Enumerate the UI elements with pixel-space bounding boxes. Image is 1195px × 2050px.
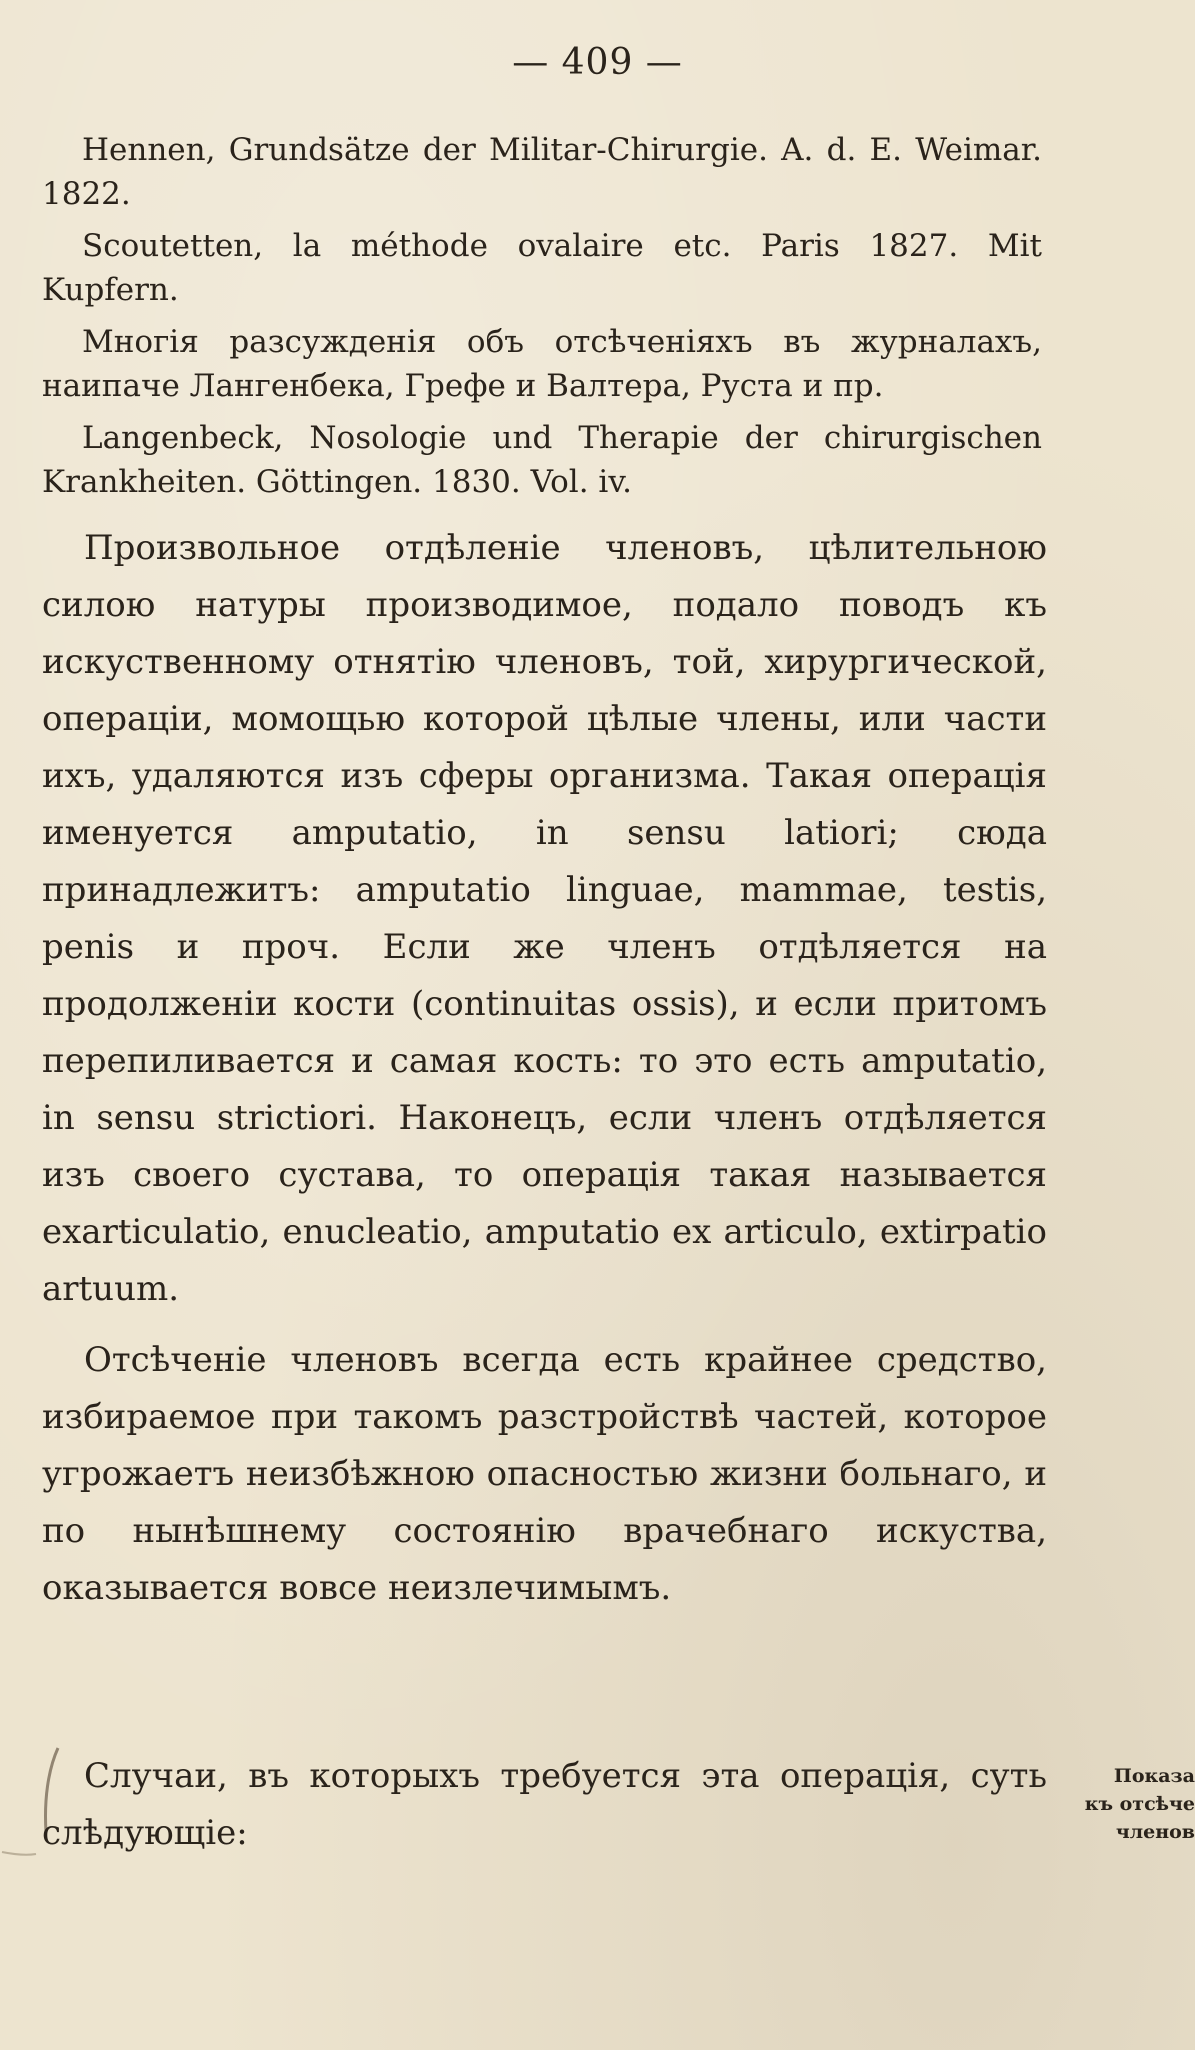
references-section (42, 128, 1042, 512)
reference-item: Hennen, Grundsätze der Militar-Chirurgie. A. d. E. Weimar. 1822. (42, 132, 1042, 212)
marginal-note-line: Показа (1113, 1765, 1195, 1787)
marginal-note-line: членов (1115, 1821, 1195, 1843)
last-paragraph: Случаи, въ которыхъ требуется эта операція, суть слѣдующіе: (42, 1756, 1047, 1853)
body-paragraph: Произвольное отдѣленіе членовъ, цѣлительною силою натуры производимое, подало поводъ къ искуственному отнятію членовъ, той, хирургической, операціи, момощью которой цѣлые члены, или части ихъ, удаляются изъ сферы организма. Такая операція именуется amputatio, in sensu latiori; сюда принадлежитъ: amputatio linguae, mammae, testis, penis и проч. Если же членъ отдѣляется на продолженіи кости (continuitas ossis), и если притомъ перепиливается и самая кость: то это есть amputatio, in sensu strictiori. Наконецъ, если членъ отдѣляется изъ своего сустава, то операція такая называется exarticulatio, enucleatio, amputatio ex articulo, extirpatio artuum. (42, 528, 1047, 1309)
marginal-note (1075, 1762, 1195, 1846)
body-paragraph: Отсѣченіе членовъ всегда есть крайнее средство, избираемое при такомъ разстройствѣ частей, которое угрожаетъ неизбѣжною опасностью жизни больнаго, и по нынѣшнему состоянію врачебнаго искуства, оказывается вовсе неизлечимымъ. (42, 1340, 1047, 1608)
reference-item: Scoutetten, la méthode ovalaire etc. Paris 1827. Mit Kupfern. (42, 228, 1042, 308)
marginal-note-line: къ отсѣче (1084, 1793, 1195, 1815)
page-number: — 409 — (512, 42, 683, 83)
main-text (42, 520, 1047, 1631)
reference-item: Многія разсужденія объ отсѣченіяхъ въ журналахъ, наипаче Лангенбека, Грефе и Валтера, Руста и пр. (42, 324, 1042, 404)
reference-item: Langenbeck, Nosologie und Therapie der chirurgischen Krankheiten. Göttingen. 1830. Vol. iv. (42, 420, 1042, 500)
